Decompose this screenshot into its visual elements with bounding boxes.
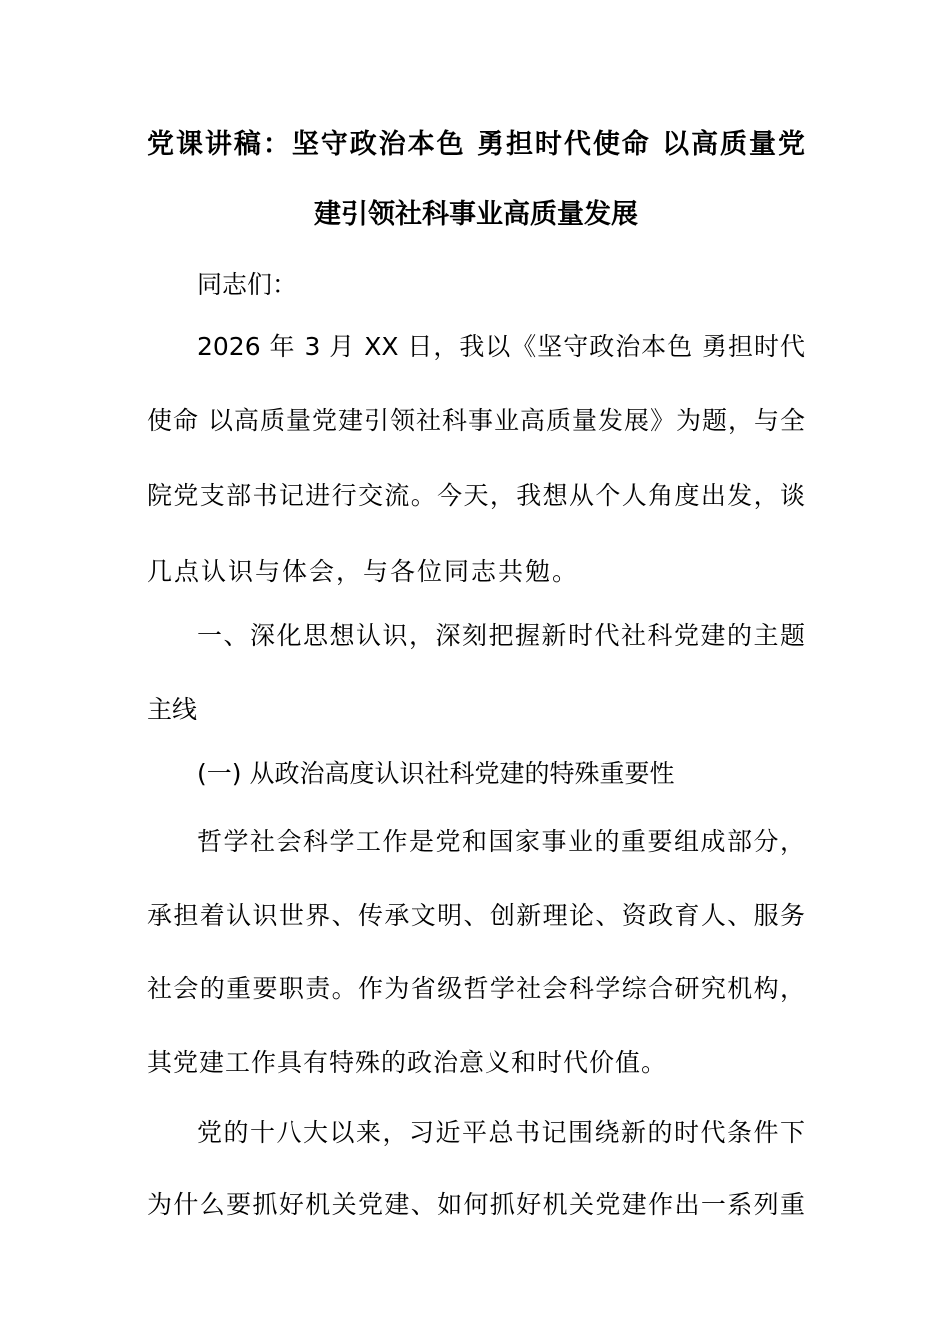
paragraph-line: 使命 以高质量党建引领社科事业高质量发展》为题，与全 <box>147 406 805 435</box>
paragraph-line: 社会的重要职责。作为省级哲学社会科学综合研究机构， <box>147 974 805 1003</box>
document-title-line-2: 建引领社科事业高质量发展 <box>314 199 638 230</box>
paragraph-line: 承担着认识世界、传承文明、创新理论、资政育人、服务 <box>147 901 805 930</box>
paragraph-line: 哲学社会科学工作是党和国家事业的重要组成部分， <box>197 827 805 856</box>
section-heading-line: 一、深化思想认识，深刻把握新时代社科党建的主题 <box>197 621 805 650</box>
paragraph-line: 几点认识与体会，与各位同志共勉。 <box>147 557 580 586</box>
paragraph-line: 2026 年 3 月 XX 日，我以《坚守政治本色 勇担时代 <box>197 332 805 361</box>
section-heading-line: 主线 <box>147 695 198 724</box>
document-title-line-1: 党课讲稿：坚守政治本色 勇担时代使命 以高质量党 <box>147 129 805 160</box>
paragraph-line: 其党建工作具有特殊的政治意义和时代价值。 <box>147 1048 668 1077</box>
paragraph-line: 为什么要抓好机关党建、如何抓好机关党建作出一系列重 <box>147 1190 805 1219</box>
paragraph-line: 党的十八大以来，习近平总书记围绕新的时代条件下 <box>197 1118 805 1147</box>
subsection-heading: (一) 从政治高度认识社科党建的特殊重要性 <box>197 759 675 788</box>
salutation: 同志们： <box>197 270 298 299</box>
paragraph-line: 院党支部书记进行交流。今天，我想从个人角度出发，谈 <box>147 481 805 510</box>
